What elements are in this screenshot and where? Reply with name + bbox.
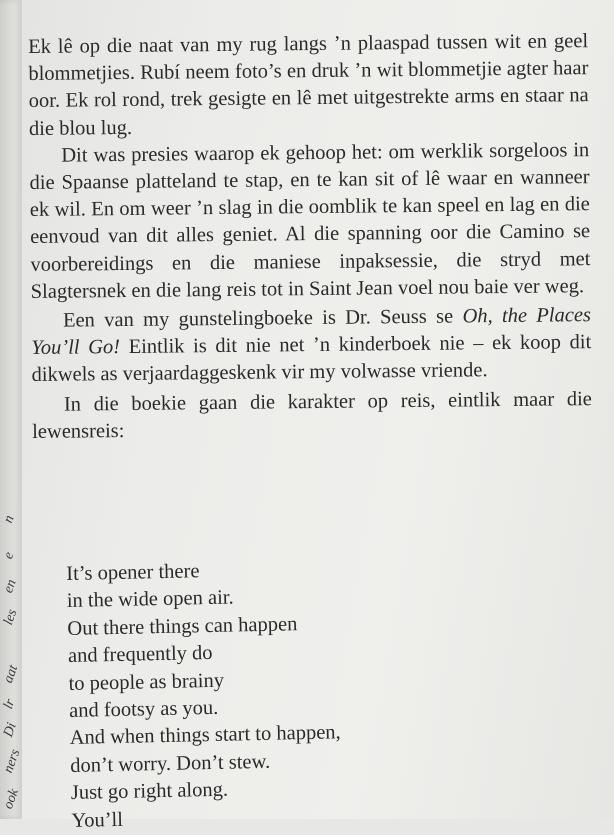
poem-line: It’s opener there bbox=[66, 560, 200, 585]
paragraph-1: Ek lê op die naat van my rug langs ’n plaaspad tussen wit en geel blommetjies. Rubí neem foto’s en druk ’n wit blommetjie agter haar oor. Ek rol rond, trek gesigte en lê met uitgestrekte arms en staar na die blou lug. bbox=[28, 30, 589, 140]
paragraph-3-rest: Eintlik is dit nie net ’n kinderboek nie – ek koop dit dikwels as verjaardaggeskenk vir my volwasse vriende. bbox=[31, 331, 592, 387]
poem-line: And when things start to happen, bbox=[69, 721, 341, 750]
poem-line: to people as brainy bbox=[68, 669, 225, 695]
poem-line: Just go right along. bbox=[70, 778, 229, 805]
gutter-fragment: ook bbox=[1, 787, 23, 812]
gutter-fragment: Di bbox=[1, 720, 20, 740]
poem-line: Out there things can happen bbox=[67, 612, 298, 640]
paragraph-2: Dit was presies waarop ek gehoop het: om werklik sorgeloos in die Spaanse platteland te stap, en te kan sit of lê waar en wanneer ek wil. En om weer ’n slag in die oomblik te kan speel en lag en die eenvoud van dit alles geniet. Al die spanning oor die Camino se voorbereidings en die maniese inpaksessie, die stryd met Slagtersnek en die lang reis tot in Saint Jean voel nou baie ver weg. bbox=[29, 138, 591, 303]
gutter-fragment: les bbox=[1, 607, 21, 628]
previous-page-edge bbox=[0, 0, 22, 819]
poem-line: don’t worry. Don’t stew. bbox=[70, 750, 271, 777]
paragraph-4: In die boekie gaan die karakter op reis, eintlik maar die lewensreis: bbox=[32, 387, 592, 443]
paragraph-3 bbox=[31, 302, 592, 389]
poem-line: and footsy as you. bbox=[68, 696, 219, 722]
gutter-fragment: aat bbox=[1, 663, 22, 686]
body-text bbox=[28, 28, 592, 446]
gutter-fragment: lr bbox=[1, 697, 19, 712]
gutter-fragment: ners bbox=[1, 747, 24, 776]
poem-line: You’ll bbox=[71, 808, 124, 832]
poem-line: and frequently do bbox=[67, 642, 213, 668]
poem-quote bbox=[66, 555, 342, 832]
gutter-fragment: en bbox=[1, 577, 20, 596]
gutter-fragment: n bbox=[1, 513, 18, 526]
poem-line: in the wide open air. bbox=[66, 586, 234, 613]
book-title: Oh, the Places You’ll Go! bbox=[31, 304, 592, 360]
paragraph-3-lead: Een van my gunstelingboeke is Dr. Seuss se bbox=[62, 305, 463, 332]
gutter-fragment: e bbox=[1, 550, 18, 562]
